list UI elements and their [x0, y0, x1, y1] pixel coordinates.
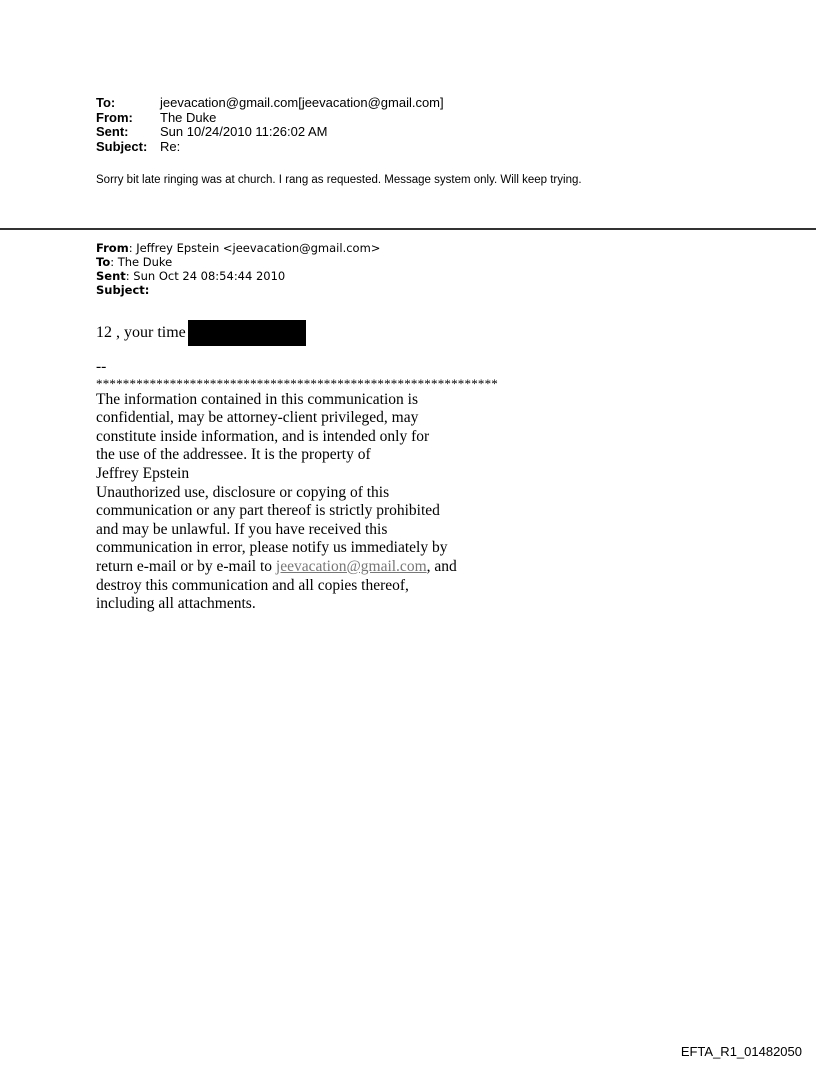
signature-return-line: [96, 558, 498, 577]
from-label: From:: [96, 109, 133, 125]
signature-line: constitute inside information, and is intended only for: [96, 427, 430, 445]
signature-line: and may be unlawful. If you have received this: [96, 520, 388, 538]
signature-line: Jeffrey Epstein: [96, 464, 190, 482]
subject-label: Subject:: [96, 138, 148, 154]
from-value: The Duke: [160, 109, 217, 125]
quoted-message: [96, 320, 306, 346]
sent-value: Sun 10/24/2010 11:26:02 AM: [160, 124, 328, 139]
quoted-from-row: [96, 241, 380, 255]
to-row: [96, 96, 444, 111]
signature-line: destroy this communication and all copies thereof,: [96, 576, 409, 594]
signature-block: [96, 358, 498, 614]
to-value: jeevacation@gmail.com[jeevacation@gmail.com]: [160, 95, 444, 110]
quoted-to-row: [96, 255, 380, 269]
signature-stars: ************************************************************: [96, 375, 498, 391]
signature-line: confidential, may be attorney-client privileged, may: [96, 409, 419, 427]
quoted-to-value: : The Duke: [110, 255, 173, 269]
signature-line: The information contained in this communication is: [96, 390, 418, 408]
sent-row: [96, 125, 444, 140]
quoted-subject-row: [96, 283, 380, 297]
quoted-to-label: To: [96, 255, 111, 269]
signature-dashes: --: [96, 358, 107, 375]
quoted-from-value: : Jeffrey Epstein <jeevacation@gmail.com>: [128, 241, 381, 255]
quoted-header: [96, 241, 380, 297]
return-suffix: , and: [426, 557, 457, 575]
document-id: EFTA_R1_01482050: [680, 1044, 802, 1059]
signature-line: Unauthorized use, disclosure or copying of this: [96, 483, 390, 501]
subject-value: Re:: [160, 138, 181, 154]
email-link[interactable]: jeevacation@gmail.com: [275, 557, 427, 575]
quoted-message-text: 12 , your time: [96, 324, 186, 341]
quoted-subject-value: :: [144, 283, 150, 297]
return-prefix: return e-mail or by e-mail to: [96, 557, 276, 575]
from-row: [96, 111, 444, 126]
quoted-from-label: From: [96, 241, 129, 255]
quoted-subject-label: Subject: [96, 283, 145, 297]
signature-line: the use of the addressee. It is the property of: [96, 446, 371, 464]
quoted-sent-label: Sent: [96, 269, 126, 283]
signature-line: including all attachments.: [96, 595, 256, 613]
quoted-sent-value: : Sun Oct 24 08:54:44 2010: [125, 269, 286, 283]
divider: [0, 228, 816, 230]
quoted-sent-row: [96, 269, 380, 283]
signature-line: communication in error, please notify us immediately by: [96, 539, 448, 557]
to-label: To:: [96, 95, 116, 110]
email-header: [96, 96, 444, 154]
reply-body: Sorry bit late ringing was at church. I rang as requested. Message system only. Will keep trying.: [96, 174, 582, 186]
signature-line: communication or any part thereof is strictly prohibited: [96, 502, 440, 520]
sent-label: Sent:: [96, 124, 129, 139]
subject-row: [96, 140, 444, 155]
redaction-box: [188, 320, 306, 346]
